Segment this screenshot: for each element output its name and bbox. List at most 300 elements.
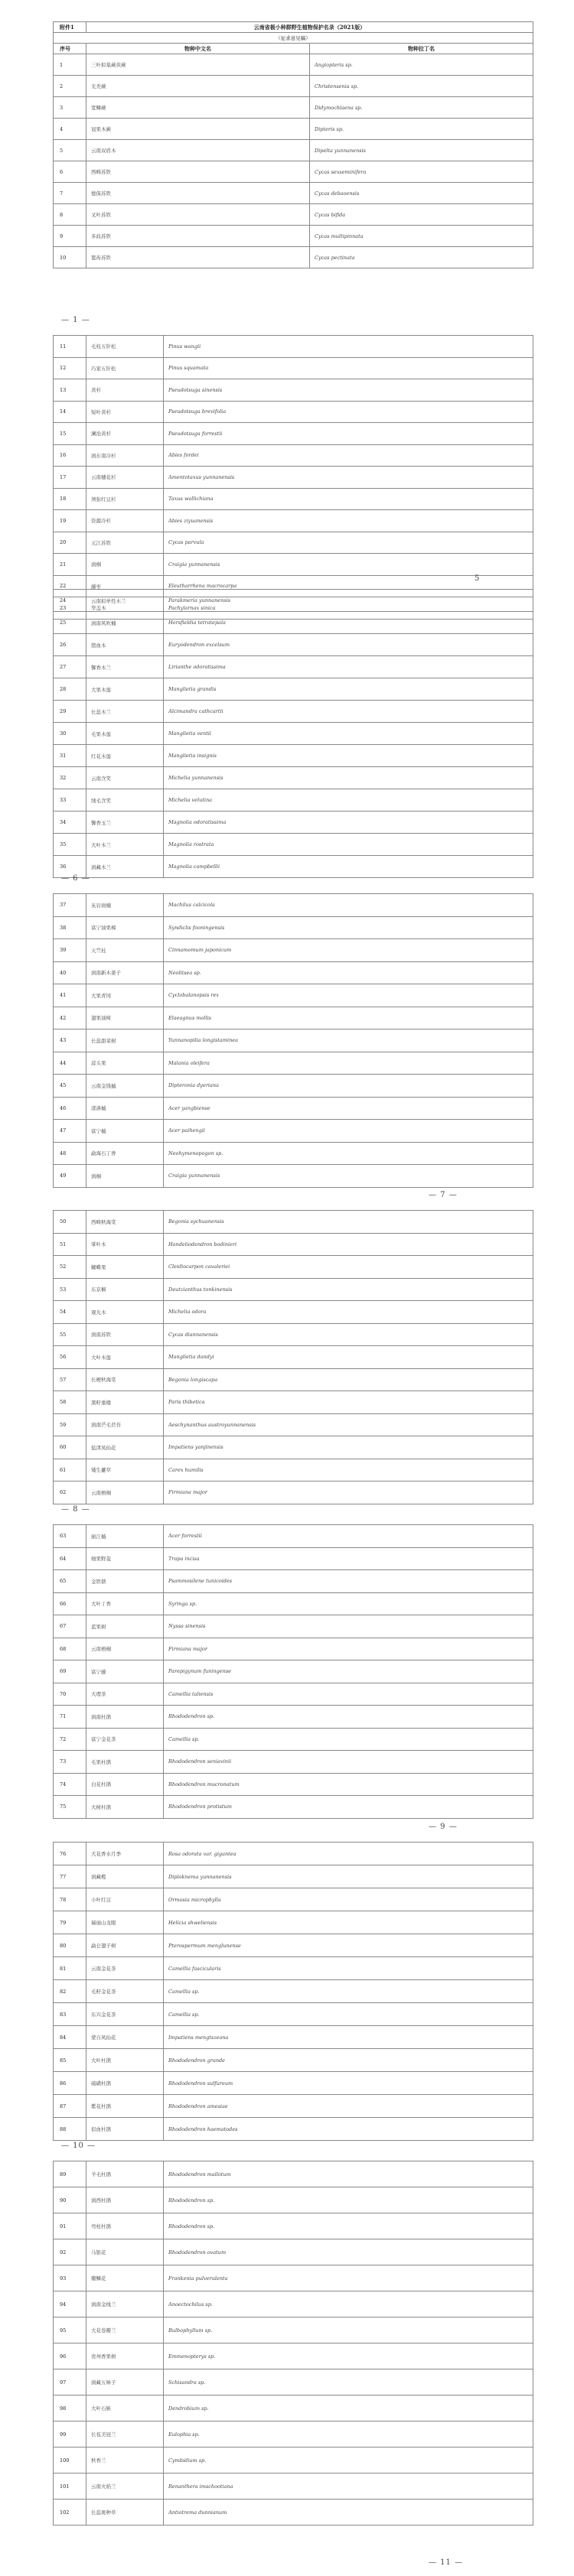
table-row: [54, 161, 533, 183]
species-latin-name: Antiotrema dunnianum: [164, 2500, 533, 2526]
species-number: 21: [54, 554, 86, 576]
page-number: — 1 —: [61, 316, 90, 324]
species-latin-name: Rhododendron amesiae: [164, 2095, 533, 2118]
species-number: 51: [54, 1233, 86, 1256]
species-latin-name: Begonia sychuanensis: [164, 1211, 533, 1234]
table-row: [54, 2448, 533, 2474]
species-number: 84: [54, 2026, 86, 2049]
species-chinese-name: 云南梧桐: [86, 1638, 164, 1660]
species-table-1: [53, 21, 533, 268]
species-number: 37: [54, 894, 86, 917]
species-number: 39: [54, 939, 86, 962]
species-number: 75: [54, 1796, 86, 1819]
table-row: [54, 2187, 533, 2213]
species-chinese-name: 羊毛杜鹃: [86, 2161, 164, 2187]
species-number: 56: [54, 1346, 86, 1369]
species-number: 54: [54, 1301, 86, 1324]
species-chinese-name: 云南穗花杉: [86, 467, 164, 489]
species-chinese-name: 猪血木: [86, 634, 164, 656]
table-row: [54, 554, 533, 576]
species-latin-name: Pseudotsuga brevifolia: [164, 401, 533, 423]
species-number: 91: [54, 2213, 86, 2239]
species-latin-name: Impatiens mengtszeana: [164, 2026, 533, 2049]
table-row: [54, 939, 533, 962]
species-chinese-name: 华盖木: [86, 597, 164, 620]
species-chinese-name: 滇南杜鹃: [86, 1706, 164, 1729]
table-row: [54, 2072, 533, 2095]
species-table-6: [53, 1524, 533, 1819]
species-chinese-name: 富宁藤: [86, 1660, 164, 1683]
species-latin-name: Magnolia odoratissima: [164, 812, 533, 834]
species-chinese-name: 光秃蕨: [86, 76, 310, 97]
species-latin-name: Taxus wallichiana: [164, 488, 533, 510]
table-row: [54, 1911, 533, 1934]
table-row: [54, 656, 533, 678]
species-latin-name: Manglietia ventii: [164, 723, 533, 745]
species-chinese-name: 大花香水月季: [86, 1843, 164, 1865]
species-latin-name: Dipteronia dyeriana: [164, 1075, 533, 1098]
species-number: 95: [54, 2317, 86, 2343]
species-chinese-name: 冠果木蕨: [86, 119, 310, 140]
species-number: 11: [54, 336, 86, 358]
species-chinese-name: 观光木: [86, 1301, 164, 1324]
table-row: [54, 678, 533, 701]
species-latin-name: Acer forrestii: [164, 1525, 533, 1548]
species-latin-name: Didymochlaena sp.: [310, 97, 533, 119]
species-chinese-name: 硫磺杜鹃: [86, 2072, 164, 2095]
table-row: [54, 1592, 533, 1615]
species-latin-name: Magnolia campbellii: [164, 856, 533, 878]
species-number: 79: [54, 1911, 86, 1934]
species-number: 20: [54, 532, 86, 554]
species-latin-name: Machilus calcicola: [164, 894, 533, 917]
species-number: 55: [54, 1323, 86, 1346]
species-chinese-name: 西畴苏铁: [86, 161, 310, 183]
species-chinese-name: 篦齿苏铁: [86, 247, 310, 268]
species-number: 36: [54, 856, 86, 878]
species-latin-name: Amentotaxus yunnanensis: [164, 467, 533, 489]
species-chinese-name: 大理茶: [86, 1683, 164, 1706]
species-chinese-name: 藤枣: [86, 575, 164, 597]
species-chinese-name: 须弥红豆杉: [86, 488, 164, 510]
species-chinese-name: 德保苏铁: [86, 183, 310, 204]
page-number: — 7 —: [429, 1191, 458, 1199]
table-row: [54, 97, 533, 119]
species-number: 5: [54, 140, 86, 161]
species-chinese-name: 瓣鳞花: [86, 2265, 164, 2291]
species-number: 93: [54, 2265, 86, 2291]
species-number: 40: [54, 961, 86, 984]
species-latin-name: Rhododendron sp.: [164, 2213, 533, 2239]
table-row: [54, 1459, 533, 1482]
species-latin-name: Rhododendron mucronatum: [164, 1773, 533, 1796]
species-chinese-name: 灰岩润楠: [86, 894, 164, 917]
species-number: 26: [54, 634, 86, 656]
species-chinese-name: 澜沧黄杉: [86, 423, 164, 445]
species-latin-name: Manglietia dandyi: [164, 1346, 533, 1369]
species-number: 73: [54, 1751, 86, 1774]
table-row: [54, 1007, 533, 1029]
species-latin-name: Bulbophyllum sp.: [164, 2317, 533, 2343]
table-row: [54, 1980, 533, 2003]
species-number: 69: [54, 1660, 86, 1683]
species-chinese-name: 盐津凤仙花: [86, 1436, 164, 1459]
species-latin-name: Rhododendron protistum: [164, 1796, 533, 1819]
table-row: [54, 2369, 533, 2395]
species-chinese-name: 弯柱杜鹃: [86, 2213, 164, 2239]
table-row: [54, 1683, 533, 1706]
species-chinese-name: 大叶石斛: [86, 2395, 164, 2422]
species-chinese-name: 长蕊斑种草: [86, 2500, 164, 2526]
table-row: [54, 2026, 533, 2049]
table-row: [54, 767, 533, 789]
table-row: [54, 2422, 533, 2448]
table-row: [54, 1165, 533, 1188]
species-chinese-name: 东兴金花茶: [86, 2003, 164, 2026]
species-latin-name: Manglietia grandis: [164, 678, 533, 701]
table-row: [54, 2118, 533, 2141]
species-chinese-name: 大果青冈: [86, 984, 164, 1007]
species-latin-name: Michelia odora: [164, 1301, 533, 1324]
species-latin-name: Pinus squamata: [164, 357, 533, 379]
species-latin-name: Camellia sp.: [164, 1980, 533, 2003]
species-number: 18: [54, 488, 86, 510]
species-number: 86: [54, 2072, 86, 2095]
species-latin-name: Cycas multipinnata: [310, 226, 533, 247]
species-table-5: [53, 1210, 533, 1504]
species-chinese-name: 云南金花茶: [86, 1957, 164, 1980]
species-number: 99: [54, 2422, 86, 2448]
species-chinese-name: 大叶木兰: [86, 834, 164, 856]
species-latin-name: Frankenia pulverulenta: [164, 2265, 533, 2291]
species-number: 64: [54, 1547, 86, 1570]
species-number: 2: [54, 76, 86, 97]
species-latin-name: Cycas pectinata: [310, 247, 533, 268]
species-chinese-name: 毛籽金花茶: [86, 1980, 164, 2003]
table-row: [54, 1525, 533, 1548]
species-latin-name: Michelia yunnanensis: [164, 767, 533, 789]
species-chinese-name: 毛果杜鹃: [86, 1751, 164, 1774]
species-number: 47: [54, 1120, 86, 1143]
species-chinese-name: 白花杜鹃: [86, 1773, 164, 1796]
species-number: 52: [54, 1256, 86, 1279]
species-latin-name: Abies ziyuanensis: [164, 510, 533, 532]
species-latin-name: Cycas bifida: [310, 204, 533, 226]
species-latin-name: Carex humilis: [164, 1459, 533, 1482]
species-chinese-name: 紫花杜鹃: [86, 2095, 164, 2118]
species-chinese-name: 似血杜鹃: [86, 2118, 164, 2141]
species-number: 80: [54, 1934, 86, 1957]
table-row: [54, 1436, 533, 1459]
species-latin-name: Cycas sexseminifera: [310, 161, 533, 183]
species-number: 71: [54, 1706, 86, 1729]
species-number: 41: [54, 984, 86, 1007]
species-chinese-name: 宽鳞蕨: [86, 97, 310, 119]
species-chinese-name: 云南含笑: [86, 767, 164, 789]
species-number: 85: [54, 2049, 86, 2072]
species-number: 83: [54, 2003, 86, 2026]
species-latin-name: Paris thibetica: [164, 1391, 533, 1414]
species-chinese-name: 大树杜鹃: [86, 1796, 164, 1819]
table-row: [54, 1888, 533, 1911]
species-number: 72: [54, 1728, 86, 1751]
attachment-label: 附件1: [54, 22, 86, 33]
species-chinese-name: 馨香玉兰: [86, 812, 164, 834]
species-number: 35: [54, 834, 86, 856]
species-latin-name: Dipelta yunnanensis: [310, 140, 533, 161]
species-number: 33: [54, 789, 86, 812]
table-row: [54, 1843, 533, 1865]
species-latin-name: Deutzianthus tonkinensis: [164, 1278, 533, 1301]
species-latin-name: Cycas diannanensis: [164, 1323, 533, 1346]
table-row: [54, 444, 533, 467]
table-row: [54, 1706, 533, 1729]
species-chinese-name: 云南双盾木: [86, 140, 310, 161]
species-chinese-name: 元江苏铁: [86, 532, 164, 554]
table-row: [54, 1097, 533, 1120]
table-row: [54, 2161, 533, 2187]
table-row: [54, 812, 533, 834]
table-row: [54, 1278, 533, 1301]
table-row: [54, 984, 533, 1007]
species-table-7: [53, 1842, 533, 2141]
species-number: 82: [54, 1980, 86, 2003]
species-number: 7: [54, 183, 86, 204]
species-latin-name: Neohymenopogon sp.: [164, 1142, 533, 1165]
table-row: [54, 204, 533, 226]
species-number: 19: [54, 510, 86, 532]
species-chinese-name: 滇南风吹楠: [86, 612, 164, 634]
table-row: [54, 54, 533, 76]
species-latin-name: Eulophia sp.: [164, 2422, 533, 2448]
table-row: [54, 357, 533, 379]
table-row: [54, 2474, 533, 2500]
species-latin-name: Rhododendron sp.: [164, 2187, 533, 2213]
species-latin-name: Euryodendron excelsum: [164, 634, 533, 656]
species-number: 1: [54, 54, 86, 76]
species-chinese-name: 大叶杜鹃: [86, 2049, 164, 2072]
species-number: 9: [54, 226, 86, 247]
species-chinese-name: 云南金钱槭: [86, 1075, 164, 1098]
species-latin-name: Angiopteris sp.: [310, 54, 533, 76]
species-latin-name: Camellia sp.: [164, 1728, 533, 1751]
species-number: 61: [54, 1459, 86, 1482]
species-chinese-name: 秋香兰: [86, 2448, 164, 2474]
species-number: 32: [54, 767, 86, 789]
table-row: [54, 2049, 533, 2072]
species-chinese-name: 资源冷杉: [86, 510, 164, 532]
species-chinese-name: 丽江槭: [86, 1525, 164, 1548]
species-chinese-name: 滇藏五味子: [86, 2369, 164, 2395]
table-row: [54, 532, 533, 554]
species-number: 14: [54, 401, 86, 423]
table-row: [54, 510, 533, 532]
species-chinese-name: 西畴秋海棠: [86, 1211, 164, 1234]
table-row: [54, 1957, 533, 1980]
table-row: [54, 2003, 533, 2026]
species-chinese-name: 富宁油果樟: [86, 916, 164, 939]
species-chinese-name: 大叶丁香: [86, 1592, 164, 1615]
species-latin-name: Rhododendron sp.: [164, 1706, 533, 1729]
species-number: 57: [54, 1368, 86, 1391]
species-latin-name: Rhododendron ovatum: [164, 2239, 533, 2265]
species-latin-name: Dendrobium sp.: [164, 2395, 533, 2422]
species-latin-name: Cyclobalanopsis rex: [164, 984, 533, 1007]
table-row: [54, 1413, 533, 1436]
table-row: [54, 916, 533, 939]
species-chinese-name: 云南火焰兰: [86, 2474, 164, 2500]
table-row: [54, 2213, 533, 2239]
species-number: 45: [54, 1075, 86, 1098]
species-latin-name: Craigia yunnanensis: [164, 1165, 533, 1188]
species-number: 31: [54, 745, 86, 767]
species-latin-name: Abies fordei: [164, 444, 533, 467]
page-number: — 9 —: [429, 1823, 458, 1831]
species-latin-name: Pterospermum menglunense: [164, 1934, 533, 1957]
species-latin-name: Ormosia microphylla: [164, 1888, 533, 1911]
species-number: 16: [54, 444, 86, 467]
table-row: [54, 612, 533, 634]
species-number: 77: [54, 1865, 86, 1888]
table-row: [54, 1615, 533, 1638]
species-number: 44: [54, 1052, 86, 1075]
species-chinese-name: 滇桐: [86, 1165, 164, 1188]
species-chinese-name: 滇桐: [86, 554, 164, 576]
species-chinese-name: 大叶木莲: [86, 1346, 164, 1369]
species-latin-name: Acer paihengii: [164, 1120, 533, 1143]
table-row: [54, 1142, 533, 1165]
table-row: [54, 2239, 533, 2265]
species-latin-name: Elaeagnus mollis: [164, 1007, 533, 1029]
species-number: 96: [54, 2343, 86, 2369]
species-latin-name: Cycas parvula: [164, 532, 533, 554]
table-row: [54, 1120, 533, 1143]
species-latin-name: Camellia taliensis: [164, 1683, 533, 1706]
species-chinese-name: 富宁槭: [86, 1120, 164, 1143]
species-chinese-name: 滇南金线兰: [86, 2291, 164, 2317]
table-row: [54, 140, 533, 161]
table-row: [54, 488, 533, 510]
species-chinese-name: 蓝果树: [86, 1615, 164, 1638]
species-latin-name: Neolitsea sp.: [164, 961, 533, 984]
species-number: 89: [54, 2161, 86, 2187]
table-row: [54, 2317, 533, 2343]
species-latin-name: Cymbidium sp.: [164, 2448, 533, 2474]
species-number: 76: [54, 1843, 86, 1865]
species-chinese-name: 滇西杜鹃: [86, 2187, 164, 2213]
species-latin-name: Parakmeria yunnanensis: [164, 590, 533, 612]
table-row: [54, 745, 533, 767]
species-latin-name: Cinnamomum japonicum: [164, 939, 533, 962]
species-latin-name: Helicia shweliensis: [164, 1911, 533, 1934]
species-table-3: [53, 589, 533, 878]
species-number: 49: [54, 1165, 86, 1188]
species-latin-name: Manglietia insignis: [164, 745, 533, 767]
species-number: 24: [54, 590, 86, 612]
species-latin-name: Anoectochilus sp.: [164, 2291, 533, 2317]
species-chinese-name: 三叶拟巢蕨黄蕨: [86, 54, 310, 76]
species-number: 62: [54, 1482, 86, 1504]
table-row: [54, 1391, 533, 1414]
table-row: [54, 2265, 533, 2291]
species-number: 97: [54, 2369, 86, 2395]
species-number: 3: [54, 97, 86, 119]
col-header-no: 序号: [54, 44, 86, 54]
species-latin-name: Michelia velutina: [164, 789, 533, 812]
species-latin-name: Aeschynanthus austroyunnanensis: [164, 1413, 533, 1436]
species-number: 78: [54, 1888, 86, 1911]
species-latin-name: Firmiana major: [164, 1482, 533, 1504]
species-number: 23: [54, 597, 86, 620]
table-row: [54, 1323, 533, 1346]
table-row: [54, 247, 533, 268]
table-row: [54, 1865, 533, 1888]
page-number: — 10 —: [61, 2142, 96, 2150]
species-latin-name: Diploknema yunnanensis: [164, 1865, 533, 1888]
table-row: [54, 467, 533, 489]
species-chinese-name: 长梗秋海棠: [86, 1368, 164, 1391]
species-chinese-name: 瑞丽山龙眼: [86, 1911, 164, 1934]
table-row: [54, 1233, 533, 1256]
species-chinese-name: 毛枝五针松: [86, 336, 164, 358]
species-latin-name: Christensenia sp.: [310, 76, 533, 97]
species-chinese-name: 矮生薹草: [86, 1459, 164, 1482]
species-latin-name: Rhododendron mallotum: [164, 2161, 533, 2187]
species-number: 100: [54, 2448, 86, 2474]
species-number: 13: [54, 379, 86, 402]
species-number: 74: [54, 1773, 86, 1796]
species-chinese-name: 滇南苏铁: [86, 1323, 164, 1346]
species-number: 60: [54, 1436, 86, 1459]
table-row: [54, 856, 533, 878]
species-chinese-name: 云南拟单性木兰: [86, 590, 164, 612]
species-chinese-name: 滇东南冷杉: [86, 444, 164, 467]
page-number: 5: [475, 574, 481, 583]
table-row: [54, 1638, 533, 1660]
species-chinese-name: 贵州香果树: [86, 2343, 164, 2369]
species-latin-name: Camellia fascicularis: [164, 1957, 533, 1980]
species-chinese-name: 巧家五针松: [86, 357, 164, 379]
document-title: 云南省极小种群野生植物保护名录（2021版）: [86, 22, 533, 33]
species-chinese-name: 富宁金花茶: [86, 1728, 164, 1751]
species-latin-name: Begonia longiscapa: [164, 1368, 533, 1391]
species-number: 48: [54, 1142, 86, 1165]
page-number: — 8 —: [61, 1505, 90, 1514]
species-latin-name: Camellia sp.: [164, 2003, 533, 2026]
species-number: 98: [54, 2395, 86, 2422]
species-latin-name: Rhododendron seniavinii: [164, 1751, 533, 1774]
species-latin-name: Cycas debaoensis: [310, 183, 533, 204]
species-number: 66: [54, 1592, 86, 1615]
table-row: [54, 1301, 533, 1324]
species-latin-name: Pinus wangii: [164, 336, 533, 358]
species-latin-name: Renanthera imschootiana: [164, 2474, 533, 2500]
table-row: [54, 336, 533, 358]
species-number: 10: [54, 247, 86, 268]
species-chinese-name: 天竺桂: [86, 939, 164, 962]
species-table-4: [53, 893, 533, 1188]
col-header-latin: 物种拉丁名: [310, 44, 533, 54]
table-row: [54, 2395, 533, 2422]
species-number: 67: [54, 1615, 86, 1638]
table-row: [54, 226, 533, 247]
species-number: 70: [54, 1683, 86, 1706]
species-number: 102: [54, 2500, 86, 2526]
species-chinese-name: 滇南芒毛苣苔: [86, 1413, 164, 1436]
species-number: 6: [54, 161, 86, 183]
species-chinese-name: 黄杉: [86, 379, 164, 402]
species-chinese-name: 长蕊甜菜树: [86, 1029, 164, 1052]
